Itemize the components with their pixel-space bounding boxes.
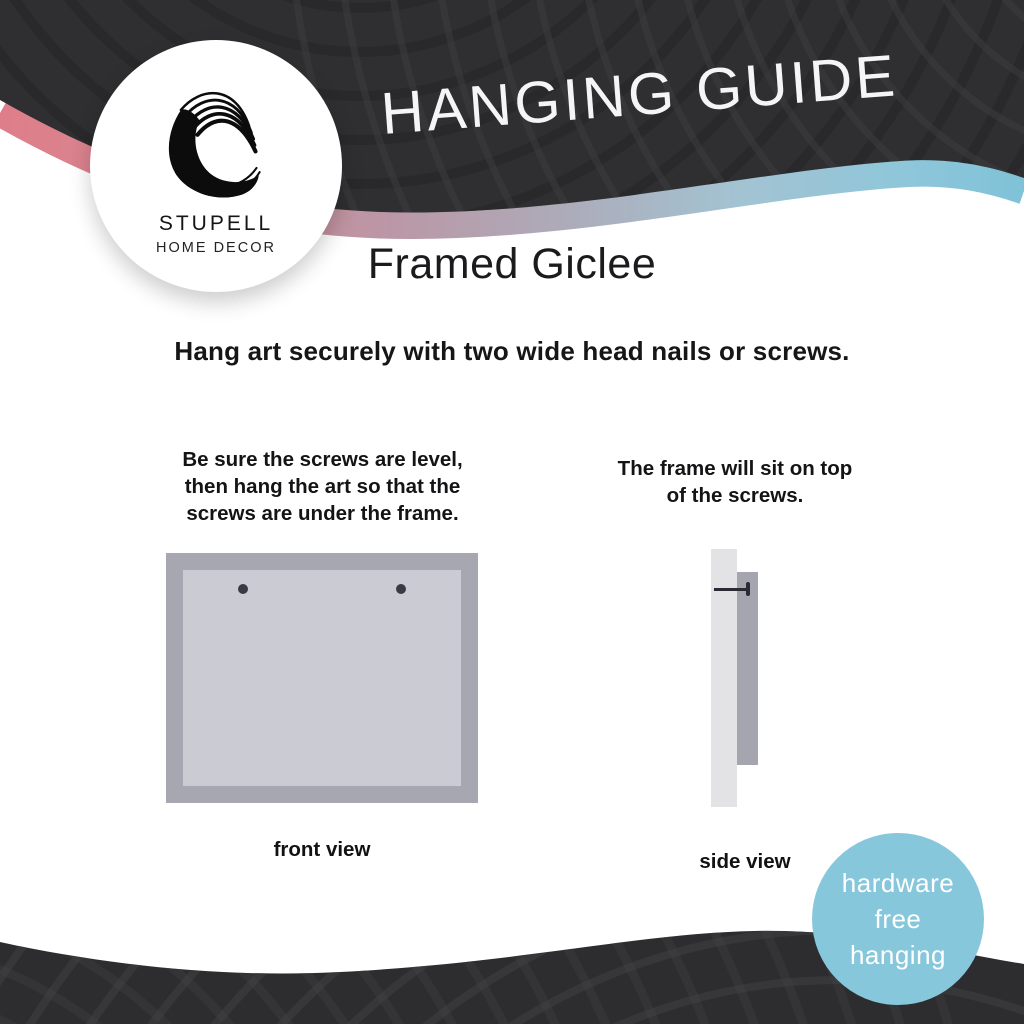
- page-title: HANGING GUIDE: [378, 42, 900, 147]
- badge-line: hardware: [841, 868, 955, 898]
- nail-icon: [714, 588, 748, 591]
- front-view-label: front view: [273, 838, 371, 861]
- brand-name: STUPELL: [158, 212, 274, 235]
- product-type-title: Framed Giclee: [367, 240, 657, 288]
- front-view-frame-diagram: [166, 553, 478, 803]
- intro-instruction: Hang art securely with two wide head nails or screws.: [174, 336, 850, 366]
- side-view-label: side view: [699, 850, 791, 873]
- screw-dot-left: [238, 584, 248, 594]
- brand-tagline: HOME DECOR: [156, 240, 276, 256]
- caption-line: screws are under the frame.: [186, 502, 459, 525]
- stupell-swirl-icon: [154, 74, 270, 206]
- side-view-frame-bar: [737, 572, 758, 765]
- front-view-caption: [150, 446, 495, 527]
- nail-head-icon: [746, 582, 750, 596]
- caption-line: then hang the art so that the: [184, 475, 461, 498]
- side-view-caption: [585, 455, 885, 509]
- caption-line: of the screws.: [666, 484, 804, 507]
- frame-mat: [183, 570, 461, 786]
- hardware-free-badge: [812, 833, 984, 1005]
- badge-line: hanging: [849, 940, 947, 970]
- screw-dot-right: [396, 584, 406, 594]
- brand-logo-badge: [90, 40, 342, 292]
- badge-line: free: [874, 904, 922, 934]
- caption-line: The frame will sit on top: [617, 457, 853, 480]
- caption-line: Be sure the screws are level,: [182, 448, 463, 471]
